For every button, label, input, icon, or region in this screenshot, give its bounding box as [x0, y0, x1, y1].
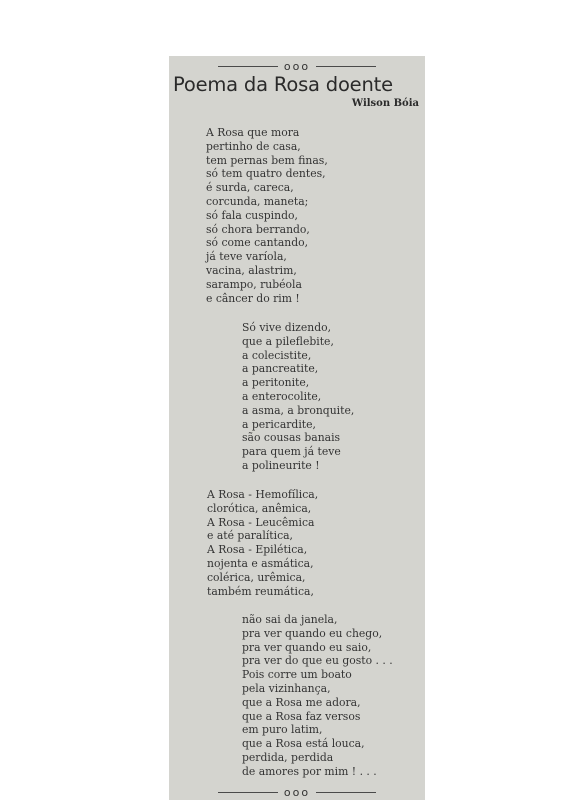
- verse-line: não sai da janela,: [242, 613, 338, 626]
- verse-line: a asma, a bronquite,: [242, 403, 355, 417]
- verse-line: que a Rosa faz versos: [242, 709, 361, 723]
- verse-line: só come cantando,: [206, 236, 309, 250]
- verse-line: Pois corre um boato: [242, 668, 352, 682]
- verse-line: pra ver quando eu saio,: [242, 640, 372, 654]
- verse-line: pertinho de casa,: [206, 139, 301, 153]
- verse-line: perdida, perdida: [242, 750, 334, 764]
- verse-line: e até paralítica,: [207, 529, 293, 543]
- verse-line: que a Rosa está louca,: [242, 737, 365, 751]
- newspaper-clipping: [169, 56, 425, 800]
- verse-line: só chora berrando,: [206, 222, 310, 236]
- verse-line: que a Rosa me adora,: [242, 695, 361, 709]
- verse-line: a polineurite !: [242, 458, 320, 472]
- verse-line: a pancreatite,: [242, 362, 319, 376]
- stanza-3: [207, 488, 318, 598]
- verse-line: só fala cuspindo,: [206, 208, 298, 222]
- verse-line: também reumática,: [207, 584, 314, 598]
- ornament-rule: [218, 66, 278, 67]
- stanza-2: [242, 321, 354, 473]
- verse-line: a enterocolite,: [242, 389, 322, 403]
- verse-line: colérica, urêmica,: [207, 570, 306, 584]
- verse-line: nojenta e asmática,: [207, 556, 314, 570]
- verse-line: de amores por mim ! . . .: [242, 764, 377, 778]
- verse-line: e câncer do rim !: [206, 291, 300, 305]
- verse-line: a colecistite,: [242, 348, 312, 362]
- verse-line: a pericardite,: [242, 417, 316, 431]
- poem-title: Poema da Rosa doente: [173, 73, 393, 96]
- verse-line: A Rosa - Hemofílica,: [207, 488, 319, 501]
- verse-line: A Rosa que mora: [206, 126, 300, 139]
- verse-line: vacina, alastrim,: [206, 263, 297, 277]
- poem-author: Wilson Bóia: [351, 98, 419, 109]
- ornament-mark: ooo: [283, 59, 311, 73]
- bottom-ornament: [169, 784, 425, 800]
- verse-line: para quem já teve: [242, 445, 341, 459]
- stanza-1: [206, 126, 328, 305]
- ornament-rule: [218, 792, 278, 793]
- verse-line: em puro latim,: [242, 723, 323, 737]
- ornament-rule: [316, 66, 376, 67]
- verse-line: sarampo, rubéola: [206, 277, 302, 291]
- verse-line: já teve varíola,: [206, 250, 287, 264]
- verse-line: clorótica, anêmica,: [207, 501, 312, 515]
- verse-line: pra ver quando eu chego,: [242, 626, 383, 640]
- verse-line: é surda, careca,: [206, 181, 294, 195]
- verse-line: Só vive dizendo,: [242, 321, 332, 334]
- verse-line: A Rosa - Leucêmica: [207, 515, 315, 529]
- verse-line: que a pileflebite,: [242, 334, 334, 348]
- verse-line: são cousas banais: [242, 431, 341, 445]
- ornament-rule: [316, 792, 376, 793]
- top-ornament: [169, 58, 425, 74]
- verse-line: tem pernas bem finas,: [206, 153, 328, 167]
- verse-line: pela vizinhança,: [242, 681, 331, 695]
- stanza-4: [242, 613, 393, 779]
- verse-line: pra ver do que eu gosto . . .: [242, 654, 393, 668]
- verse-line: corcunda, maneta;: [206, 194, 309, 208]
- verse-line: A Rosa - Epilética,: [207, 543, 308, 557]
- verse-line: só tem quatro dentes,: [206, 167, 326, 181]
- ornament-mark: ooo: [283, 785, 311, 799]
- verse-line: a peritonite,: [242, 376, 310, 390]
